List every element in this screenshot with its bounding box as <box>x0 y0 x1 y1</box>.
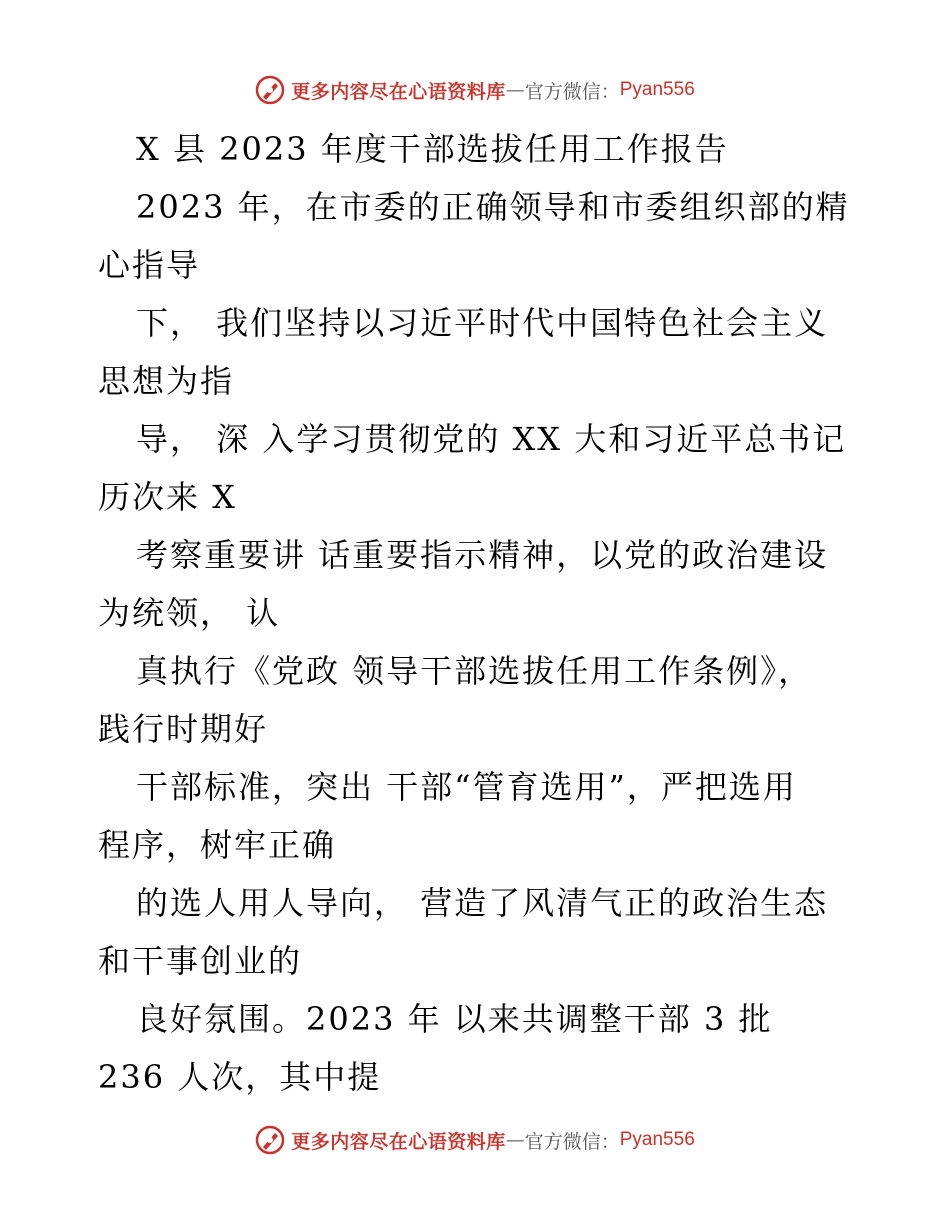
text-line: 思想为指 <box>98 362 235 400</box>
header-watermark <box>0 70 950 110</box>
pen-logo-icon <box>255 1125 285 1155</box>
text-line: 2023 年，在市委的正确领导和市委组织部的精 <box>136 188 850 226</box>
text-line: 为统领， 认 <box>98 594 281 632</box>
watermark-contact-id: Pyan556 <box>619 1129 695 1150</box>
text-line: 的选人用人导向， 营造了风清气正的政治生态 <box>136 884 829 922</box>
text-line: 良好氛围。2023 年 以来共调整干部 3 批 <box>136 1000 773 1038</box>
text-line: 践行时期好 <box>98 710 269 748</box>
text-line: 心指导 <box>98 246 201 284</box>
text-line: 历次来 X <box>98 478 237 516</box>
watermark-separator: — <box>505 79 525 101</box>
text-line: 236 人次，其中提 <box>98 1058 382 1096</box>
text-line: 下， 我们坚持以习近平时代中国特色社会主义 <box>136 304 829 342</box>
watermark-brand-text: 更多内容尽在心语资料库 <box>291 80 506 103</box>
text-line: 导， 深 入学习贯彻党的 XX 大和习近平总书记 <box>136 420 847 458</box>
text-line: 程序，树牢正确 <box>98 826 337 864</box>
text-line: 和干事创业的 <box>98 942 303 980</box>
pen-logo-icon <box>255 75 285 105</box>
footer-watermark <box>0 1120 950 1160</box>
watermark-contact-label: 官方微信： <box>524 1130 620 1153</box>
watermark-contact-label: 官方微信： <box>524 80 620 103</box>
text-line: 干部标准，突出 干部“管育选用”，严把选用 <box>136 768 797 806</box>
watermark-brand-text: 更多内容尽在心语资料库 <box>291 1130 506 1153</box>
text-line: 真执行《党政 领导干部选拔任用工作条例》， <box>136 652 813 690</box>
watermark-separator: — <box>505 1129 525 1151</box>
document-body <box>98 120 898 1106</box>
text-line: 考察重要讲 话重要指示精神，以党的政治建设 <box>136 536 829 574</box>
watermark-contact-id: Pyan556 <box>619 79 695 100</box>
document-title: X 县 2023 年度干部选拔任用工作报告 <box>136 130 729 168</box>
